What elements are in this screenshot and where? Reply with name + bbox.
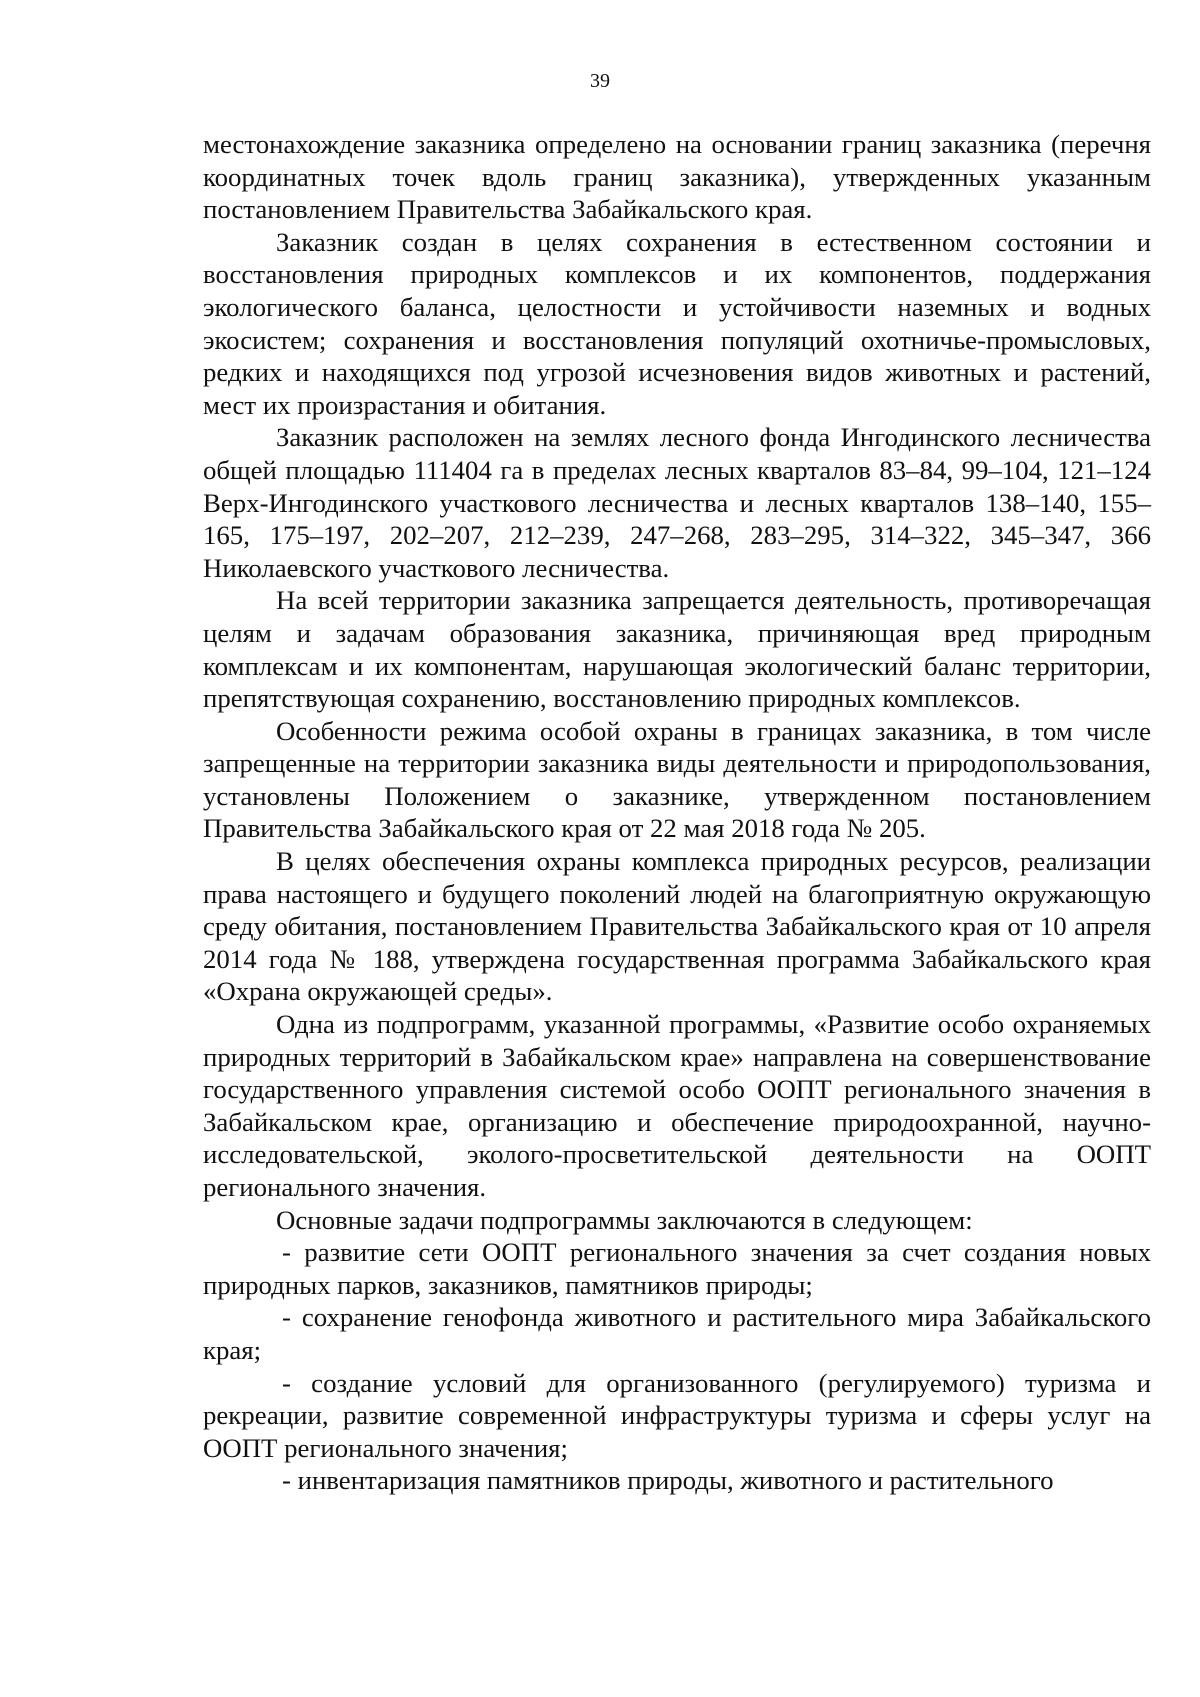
paragraph-location: Заказник расположен на землях лесного фонда Ингодинского лесничества общей площадью 111404 га в пределах лесных кварталов 83–84, 99–104, 121–124 Верх-Ингодинского участкового лесничества и лесных кварталов 138–140, 155–165, 175–197, 202–207, 212–239, 247–268, 283–295, 314–322, 345–347, 366 Николаевского участкового лесничества. [203,422,1151,583]
paragraph-prohibitions: На всей территории заказника запрещается деятельность, противоречащая целям и задачам образования заказника, причиняющая вред природным комплексам и их компонентам, нарушающая экологический баланс территории, препятствующая сохранению, восстановлению природных комплексов. [203,585,1151,714]
paragraph-purpose: Заказник создан в целях сохранения в естественном состоянии и восстановления природных комплексов и их компонентов, поддержания экологического баланса, целостности и устойчивости наземных и водных экосистем; сохранения и восстановления популяций охотничье-промысловых, редких и находящихся под угрозой исчезновения видов животных и растений, мест их произрастания и обитания. [203,226,1151,420]
list-item: - создание условий для организованного (регулируемого) туризма и рекреации, развитие современной инфраструктуры туризма и сферы услуг на ООПТ регионального значения; [203,1367,1151,1463]
list-item: - сохранение генофонда животного и растительного мира Забайкальского края; [203,1302,1151,1365]
document-body [203,128,1151,1497]
page-number: 39 [590,70,610,92]
list-item: - развитие сети ООПТ регионального значения за счет создания новых природных парков, заказников, памятников природы; [203,1237,1151,1300]
list-item: - инвентаризация памятников природы, животного и растительного [282,1465,1054,1496]
paragraph-tasks-intro: Основные задачи подпрограммы заключаются в следующем: [276,1204,973,1235]
paragraph-regime: Особенности режима особой охраны в границах заказника, в том числе запрещенные на территории заказника виды деятельности и природопользования, установлены Положением о заказнике, утвержденном постановлением Правительства Забайкальского края от 22 мая 2018 года № 205. [203,715,1151,844]
paragraph-program: В целях обеспечения охраны комплекса природных ресурсов, реализации права настоящего и будущего поколений людей на благоприятную окружающую среду обитания, постановлением Правительства Забайкальского края от 10 апреля 2014 года № 188, утверждена государственная программа Забайкальского края «Охрана окружающей среды». [203,846,1151,1007]
paragraph-continuation: местонахождение заказника определено на основании границ заказника (перечня координатных точек вдоль границ заказника), утвержденных указанным постановлением Правительства Забайкальского края. [203,129,1151,225]
paragraph-subprogram: Одна из подпрограмм, указанной программы, «Развитие особо охраняемых природных территорий в Забайкальском крае» направлена на совершенствование государственного управления системой особо ООПТ регионального значения в Забайкальском крае, организацию и обеспечение природоохранной, научно-исследовательской, эколого-просветительской деятельности на ООПТ регионального значения. [203,1009,1151,1202]
